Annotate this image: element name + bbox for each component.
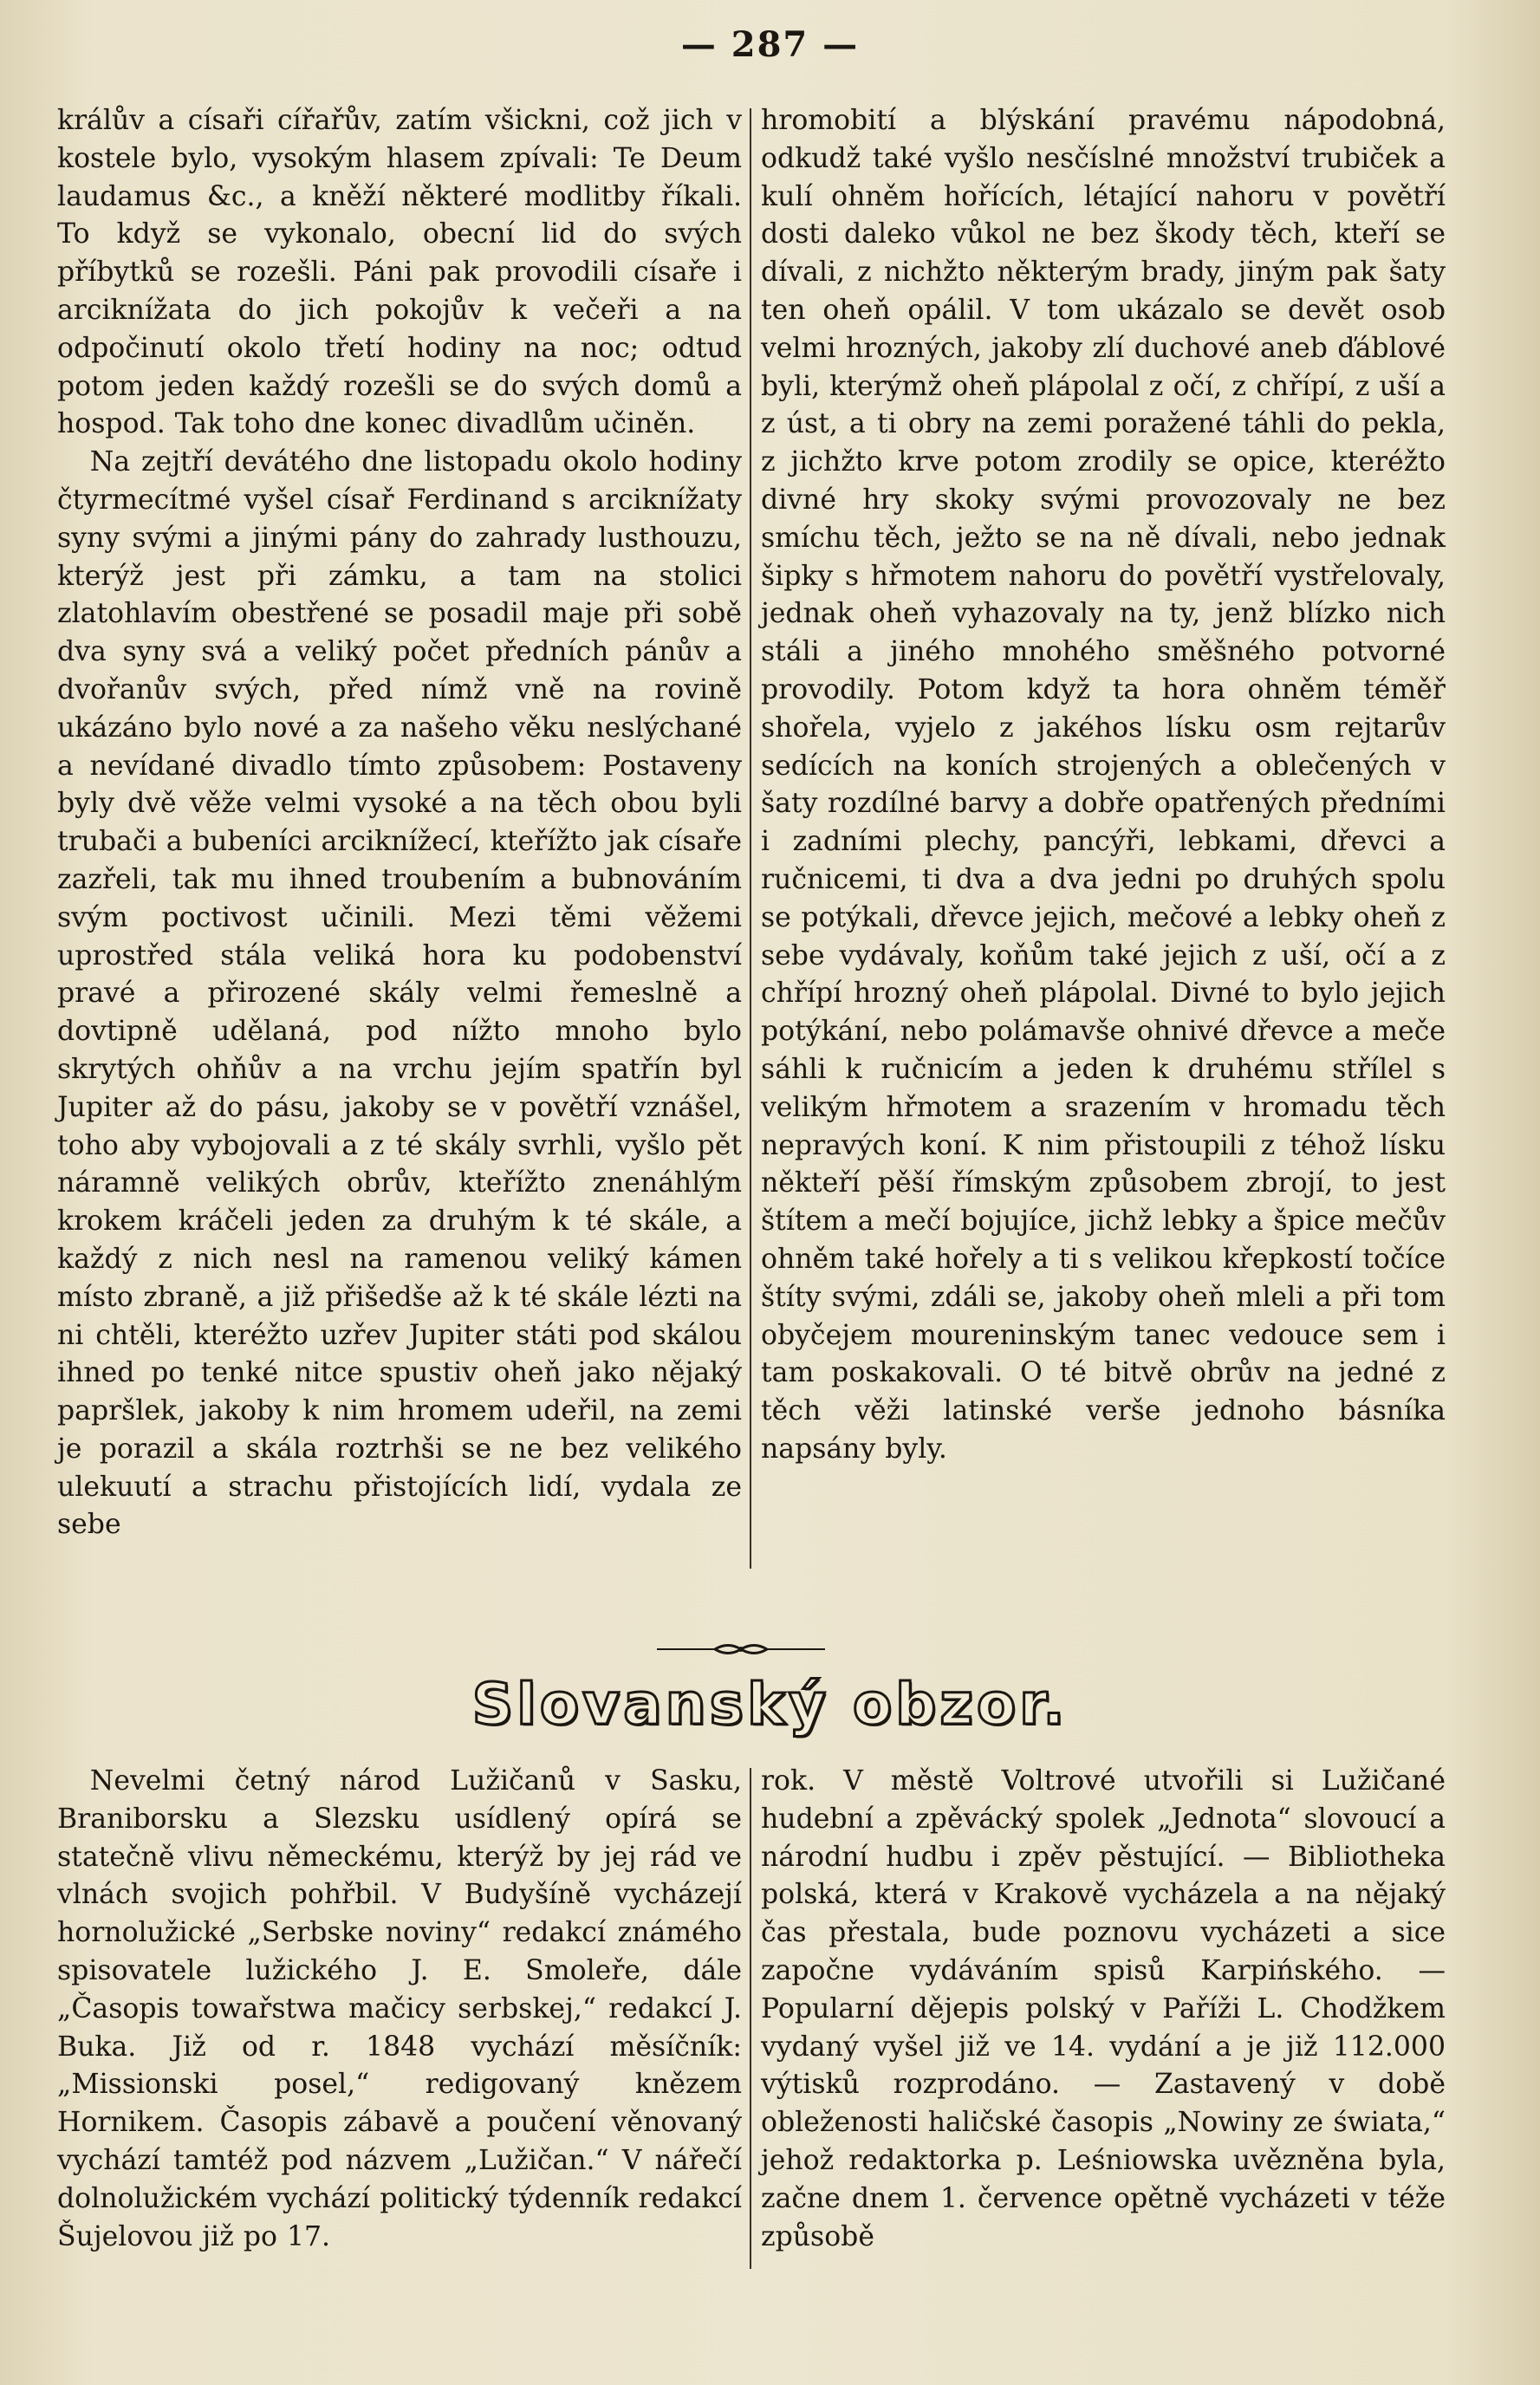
paragraph: Nevelmi četný národ Lužičanů v Sasku, Braniborsku a Slezsku usídlený opírá se statečně vlivu německému, kterýž by jej rád ve vlnách svojich pohřbil. V Budyšíně vycházejí hornolužické „Serbske noviny“ redakcí známého spisovatele lužického J. E. Smoleře, dále „Časopis towařstwa mačicy serbskej,“ redakcí J. Buka. Již od r. 1848 vychází měsíčník: „Missionski posel,“ redigovaný knězem Hornikem. Časopis zábavě a poučení věnovaný vychází tamtéž pod názvem „Lužičan.“ V nářečí dolnolužickém vychází politický týdenník redakcí Šujelovou již po 17. bbox=[57, 1765, 742, 2252]
article-right-column bbox=[761, 102, 1446, 1469]
section-heading: Slovanský obzor. bbox=[471, 1671, 1069, 1738]
news-left-column bbox=[57, 1763, 742, 2256]
page-number: — 287 — bbox=[680, 24, 860, 65]
paragraph: rok. V městě Voltrové utvořili si Lužičané hudební a zpěvácký spolek „Jednota“ slovoucí a národní hudbu i zpěv pěstující. — Bibliotheka polská, která v Krakově vycházela a na nějaký čas přestala, bude poznovu vycházeti a sice započne vydáváním spisů Karpińského. — Popularní dějepis polský v Paříži L. Chodžkem vydaný vyšel již ve 14. vydání a je již 112.000 výtisků rozprodáno. — Zastavený v době obleženosti haličské časopis „Nowiny ze świata,“ jehož redaktorka p. Leśniowska uvězněna byla, začne dnem 1. července opětně vycházeti v téže způsobě bbox=[761, 1765, 1446, 2252]
article-left-column bbox=[57, 102, 742, 1544]
paragraph: Na zejtří devátého dne listopadu okolo hodiny čtyrmecítmé vyšel císař Ferdinand s arciknížaty syny svými a jinými pány do zahrady lusthouzu, kterýž jest při zámku, a tam na stolici zlatohlavím obestřené se posadil maje při sobě dva syny svá a veliký počet předních pánův a dvořanův svých, před nímž vně na rovině ukázáno bylo nové a za našeho věku neslýchané a nevídané divadlo tímto způsobem: Postaveny byly dvě věže velmi vysoké a na těch obou byli trubači a bubeníci arciknížecí, kteřížto jak císaře zazřeli, tak mu ihned troubením a bubnováním svým poctivost učinili. Mezi těmi věžemi uprostřed stála veliká hora ku podobenství pravé a přirozené skály velmi řemeslně a dovtipně udělaná, pod nížto mnoho bylo skrytých ohňův a na vrchu jejím spatřín byl Jupiter až do pásu, jakoby se v povětří vznášel, toho aby vybojovali a z té skály svrhli, vyšlo pět náramně velikých obrův, kteřížto znenáhlým krokem kráčeli jeden za druhým k té skále, a každý z nich nesl na ramenou veliký kámen místo zbraně, a již přišedše až k té skále lézti na ni chtěli, kteréžto uzřev Jupiter státi pod skálou ihned po tenké nitce spustiv oheň jako nějaký papršlek, jakoby k nim hromem udeřil, na zemi je porazil a skála roztrhši se ne bez velikého ulekuutí a strachu přistojících lidí, vydala ze sebe bbox=[57, 446, 742, 1541]
paragraph: hromobití a blýskání pravému nápodobná, odkudž také vyšlo nesčíslné množství trubiček a kulí ohněm hořících, létající nahoru v povětří dosti daleko vůkol ne bez škody těch, kteří se dívali, z nichžto některým brady, jiným pak šaty ten oheň opálil. V tom ukázalo se devět osob velmi hrozných, jakoby zlí duchové aneb ďáblové byli, kterýmž oheň plápolal z očí, z chřípí, z uší a z úst, a ti obry na zemi poražené táhli do pekla, z jichžto krve potom zrodily se opice, kteréžto divné hry skoky svými provozovaly ne bez smíchu těch, ježto se na ně dívali, nebo jednak šipky s hřmotem nahoru do povětří vystřelovaly, jednak oheň vyhazovaly na ty, jenž blízko nich stáli a jiného mnohého směšného potvorné provodily. Potom když ta hora ohněm téměř shořela, vyjelo z jakéhos lísku osm rejtarův sedících na koních strojených a oblečených v šaty rozdílné barvy a dobře opatřených předními i zadními plechy, pancýři, lebkami, dřevci a ručnicemi, ti dva a dva jedni po druhých spolu se potýkali, dřevce jejich, mečové a lebky oheň z sebe vydávaly, koňům také jejich z uší, očí a z chřípí hrozný oheň plápolal. Divné to bylo jejich potýkání, nebo polámavše ohnivé dřevce a meče sáhli k ručnicím a jeden k druhému střílel s velikým hřmotem a srazením v hromadu těch nepravých koní. K nim přistoupili z téhož lísku někteří pěší římským způsobem zbrojí, to jest štítem a mečí bojujíce, jichž lebky a špice mečův ohněm také hořely a ti s velikou křepkostí točíce štíty svými, zdáli se, jakoby oheň mleli a při tom obyčejem moureninským tanec vedouce sem i tam poskakovali. O té bitvě obrův na jedné z těch věži latinské verše jednoho básníka napsány byly. bbox=[761, 105, 1446, 1465]
ornament-divider bbox=[650, 1640, 832, 1659]
column-divider bbox=[750, 108, 751, 1569]
news-right-column bbox=[761, 1763, 1446, 2256]
paragraph: králův a císaři cířařův, zatím všickni, což jich v kostele bylo, vysokým hlasem zpívali: Te Deum laudamus &c., a kněží některé modlitby říkali. To když se vykonalo, obecní lid do svých příbytků se rozešli. Páni pak provodili císaře i arciknížata do jich pokojův k večeři a na odpočinutí okolo třetí hodiny na noc; odtud potom jeden každý rozešli se do svých domů a hospod. Tak toho dne konec divadlům učiněn. bbox=[57, 105, 742, 440]
column-divider bbox=[750, 1768, 751, 2269]
